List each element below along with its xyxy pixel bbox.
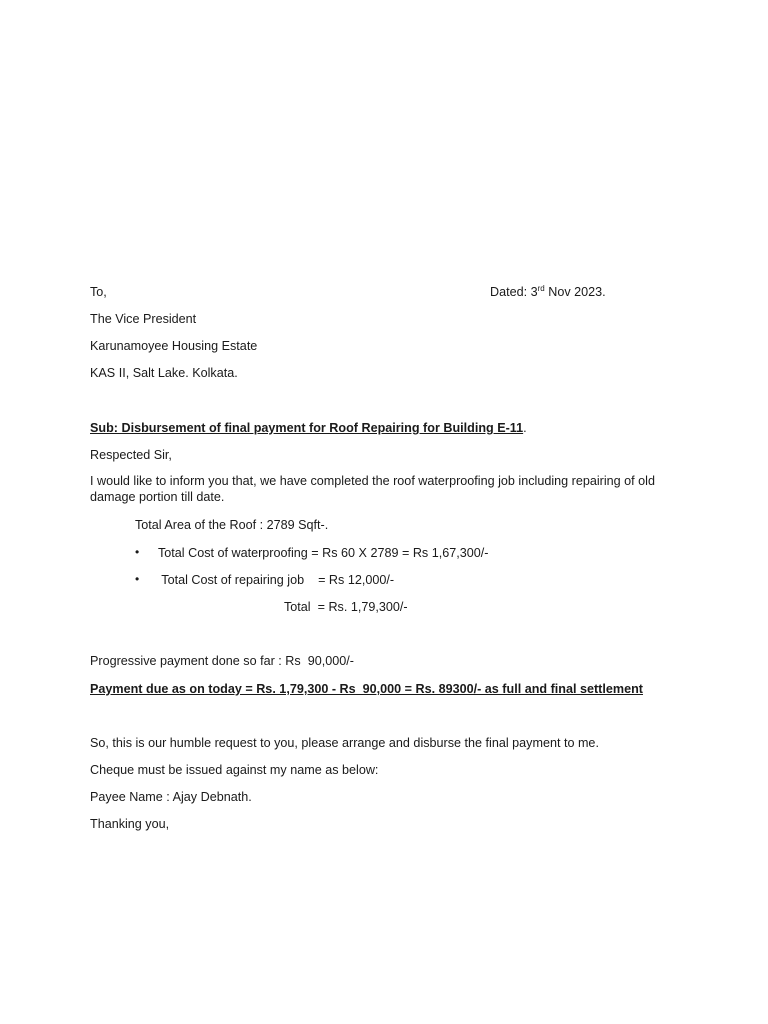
cheque-instruction: Cheque must be issued against my name as below: — [90, 763, 379, 777]
total-area: Total Area of the Roof : 2789 Sqft-. — [135, 518, 329, 532]
subject-period: . — [523, 421, 527, 435]
bullet-waterproofing-cost: Total Cost of waterproofing = Rs 60 X 2789 = Rs 1,67,300/- — [158, 546, 489, 560]
bullet-icon: • — [135, 572, 140, 586]
date-prefix: Dated: 3 — [490, 285, 538, 299]
bullet-icon: • — [135, 545, 140, 559]
request-text: So, this is our humble request to you, please arrange and disburse the final payment to me. — [90, 736, 599, 750]
progressive-payment: Progressive payment done so far : Rs 90,000/- — [90, 654, 354, 668]
bullet-repairing-cost: Total Cost of repairing job = Rs 12,000/- — [158, 573, 395, 587]
date-suffix: Nov 2023. — [544, 285, 606, 299]
letter-date — [490, 284, 606, 300]
greeting: Respected Sir, — [90, 448, 172, 462]
body-intro: I would like to inform you that, we have completed the roof waterproofing job including repairing of old damage portion till date. — [90, 474, 655, 504]
payee-name: Payee Name : Ajay Debnath. — [90, 790, 252, 804]
recipient-title: The Vice President — [90, 312, 197, 326]
payment-due: Payment due as on today = Rs. 1,79,300 - Rs 90,000 = Rs. 89300/- as full and final settlement — [90, 682, 643, 696]
subject-text: Sub: Disbursement of final payment for Roof Repairing for Building E-11 — [90, 421, 524, 435]
salutation-to: To, — [90, 285, 107, 299]
subject-line — [90, 420, 527, 436]
recipient-address: KAS II, Salt Lake. Kolkata. — [90, 366, 238, 380]
recipient-organization: Karunamoyee Housing Estate — [90, 339, 258, 353]
date-ordinal: rd — [537, 284, 545, 293]
total-amount: Total = Rs. 1,79,300/- — [284, 600, 408, 614]
closing: Thanking you, — [90, 817, 170, 831]
